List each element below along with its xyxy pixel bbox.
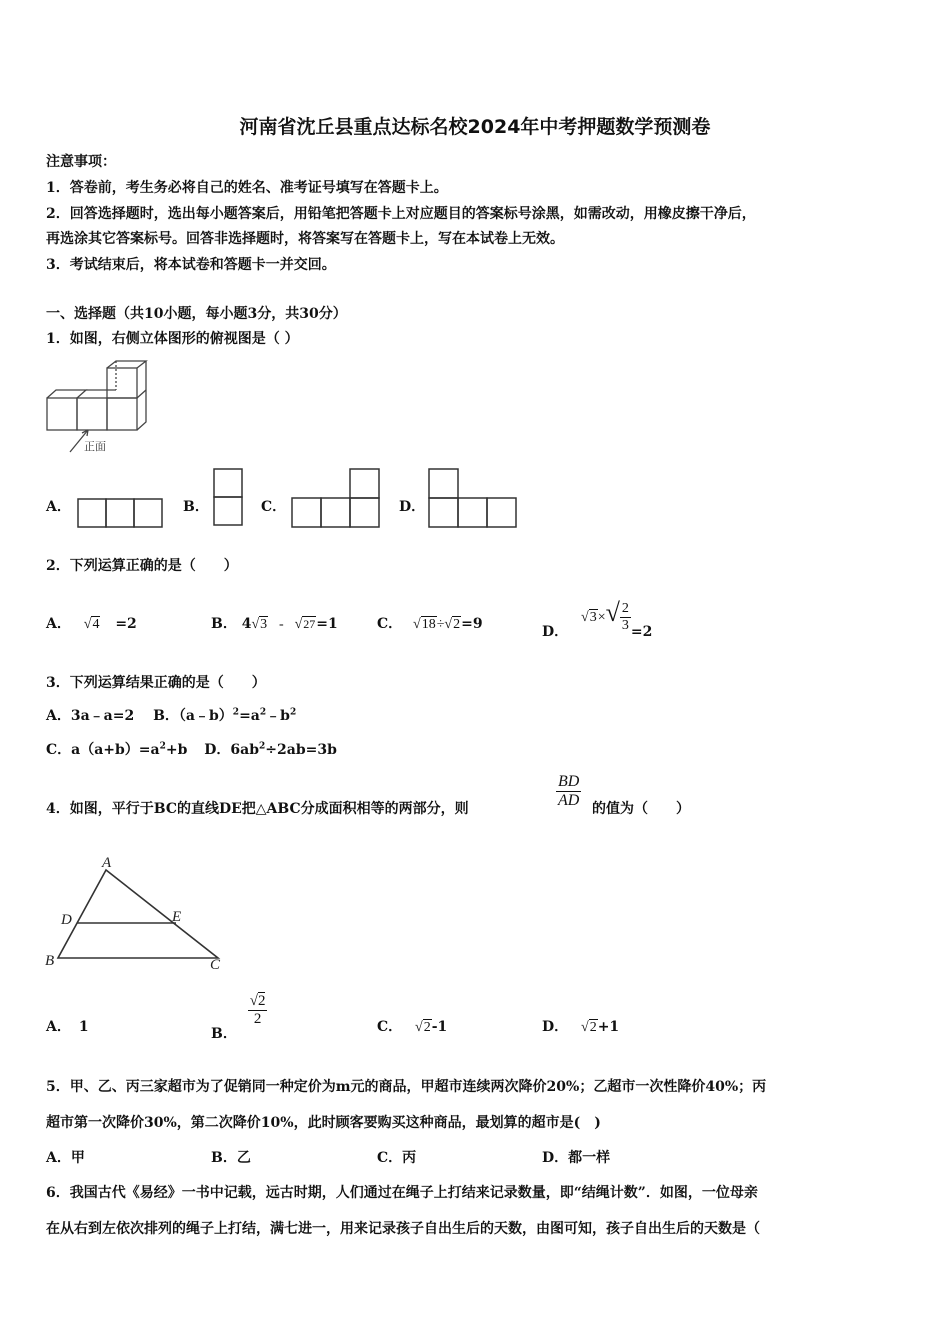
q3-d-sup: 2 [259, 741, 266, 752]
q4-frac-den: AD [558, 792, 580, 809]
q2-b-radicand-2: 27 [303, 617, 316, 631]
q5-option-a: A．甲 [46, 1150, 85, 1166]
q2-stem: 2．下列运算正确的是（ ） [46, 558, 238, 574]
q2-option-a [46, 613, 137, 633]
q2-c-rest: =9 [461, 616, 483, 632]
q1-option-a-figure [77, 498, 167, 530]
q3-b-sup-1: 2 [232, 707, 240, 718]
q1-option-b-label: B． [183, 499, 209, 515]
q1-stem: 1．如图，右侧立体图形的俯视图是（ ） [46, 331, 299, 347]
q4-stem-a: 4．如图，平行于BC的直线DE把△ABC分成面积相等的两部分，则 [46, 801, 469, 817]
front-label: 正面 [84, 440, 106, 453]
q2-b-rest: =1 [316, 616, 338, 632]
notice-line-2b: 再选涂其它答案标号。回答非选择题时，将答案写在答题卡上，写在本试卷上无效。 [46, 231, 564, 247]
section-heading: 一、选择题（共10小题，每小题3分，共30分） [46, 306, 347, 322]
q1-option-d-figure [428, 468, 522, 530]
q4-b-num-radicand: 2 [257, 993, 266, 1009]
q5-line-2: 超市第一次降价30%，第二次降价10%，此时顾客要购买这种商品，最划算的超市是( ) [46, 1115, 601, 1131]
q2-d-fraction [620, 601, 631, 634]
q2-a-label: A． [46, 616, 71, 632]
q4-stem-fraction [556, 773, 581, 810]
q4-d-sqrt: √2 [581, 1020, 597, 1035]
q4-option-d [542, 1016, 619, 1036]
q3-stem: 3．下列运算结果正确的是（ ） [46, 675, 266, 691]
q4-option-c [377, 1016, 447, 1036]
q1-solid-figure [44, 360, 164, 460]
q2-c-label: C． [377, 616, 403, 632]
q2-c-sqrt-2: √2 [444, 617, 461, 632]
q4-fraction [556, 773, 581, 810]
q4-c-label: C． [377, 1019, 403, 1035]
q2-d-rest: =2 [630, 624, 653, 640]
notice-line-3: 3．考试结束后，将本试卷和答题卡一并交回。 [46, 257, 336, 273]
q4-c-sqrt: √2 [415, 1020, 431, 1035]
q3-option-d: D．6ab [204, 742, 260, 758]
q3-option-b: B．（a﹣b） [153, 708, 233, 724]
q2-d-times: × [597, 610, 606, 625]
label-a: A [102, 855, 112, 871]
label-d: D [61, 912, 72, 928]
q1-option-c-label: C． [261, 499, 287, 515]
q2-d-radicand-1: 3 [589, 610, 597, 625]
q2-d-sqrt-2: √ [605, 598, 620, 627]
q2-b-coef: 4 [241, 616, 252, 632]
q2-b-radicand-1: 3 [260, 617, 268, 632]
q2-b-label: B． [211, 616, 237, 632]
page-title: 河南省沈丘县重点达标名校2024年中考押题数学预测卷 [239, 116, 711, 138]
q2-c-radicand-1: 18 [421, 617, 436, 632]
q2-b-minus: - [279, 617, 284, 632]
q2-a-sqrt: √4 [83, 617, 100, 632]
q2-d-den: 3 [621, 617, 629, 633]
notice-line-2a: 2．回答选择题时，选出每小题答案后，用铅笔把答题卡上对应题目的答案标号涂黑，如需改动，用橡皮擦干净后， [46, 206, 756, 222]
notice-line-1: 1．答卷前，考生务必将自己的姓名、准考证号填写在答题卡上。 [46, 180, 448, 196]
q4-stem-b: 的值为（ ） [592, 801, 690, 817]
q2-c-radicand-2: 2 [453, 617, 461, 632]
q3-b-part-3: ﹣b [266, 708, 290, 724]
label-e: E [172, 909, 182, 925]
q4-a-label: A． [46, 1019, 71, 1035]
q3-option-c: C．a（a+b）=a [46, 742, 160, 758]
q5-option-b: B．乙 [211, 1150, 251, 1166]
q3-c-part-2: +b [165, 742, 188, 758]
q3-option-a: A．3a﹣a=2 [46, 708, 135, 724]
q3-line-1 [46, 705, 296, 725]
q2-c-sqrt-1: √18 [413, 617, 436, 632]
q1-option-c-figure [291, 468, 383, 530]
label-b: B [45, 953, 55, 969]
q4-option-b [211, 993, 267, 1042]
q1-option-b-figure [213, 468, 245, 530]
q2-c-div: ÷ [436, 617, 445, 632]
q4-d-rest: +1 [597, 1019, 620, 1035]
q4-option-a [46, 1016, 89, 1036]
q4-c-rest: -1 [431, 1019, 448, 1035]
notice-heading: 注意事项： [46, 154, 116, 170]
q6-line-2: 在从右到左依次排列的绳子上打结，满七进一，用来记录孩子自出生后的天数，由图可知，孩子自出生后的天数是（ [46, 1221, 760, 1237]
q3-d-part-2: ÷2ab=3b [265, 742, 337, 758]
q3-b-part-2: =a [239, 708, 260, 724]
q5-option-c: C．丙 [377, 1150, 417, 1166]
q2-a-rest: =2 [115, 616, 137, 632]
q4-b-fraction [248, 993, 268, 1028]
q2-a-radicand: 4 [92, 617, 100, 632]
q2-d-num: 2 [621, 600, 629, 616]
q5-line-1: 5．甲、乙、丙三家超市为了促销同一种定价为m元的商品，甲超市连续两次降价20%；乙超市一次性降价40%；丙 [46, 1079, 767, 1095]
q4-c-radicand: 2 [423, 1020, 431, 1035]
q4-b-num: √2 [249, 993, 266, 1009]
q2-b-sqrt-2: √27 [294, 617, 316, 632]
q4-a-value: 1 [78, 1019, 89, 1035]
q3-b-sup-2: 2 [259, 707, 267, 718]
q2-d-label: D． [542, 624, 569, 640]
label-c: C [210, 957, 221, 973]
q4-b-den: 2 [253, 1011, 262, 1027]
q2-option-c [377, 613, 483, 633]
q4-d-radicand: 2 [589, 1020, 597, 1035]
q2-d-sqrt-1: √3 [581, 610, 597, 625]
q5-option-d: D．都一样 [542, 1150, 611, 1166]
q1-option-a-label: A． [46, 499, 71, 515]
q2-option-d [542, 598, 653, 640]
q3-line-2 [46, 739, 337, 759]
q3-b-sup-3: 2 [289, 707, 297, 718]
q4-triangle-figure [44, 855, 234, 975]
q2-b-sqrt-1: √3 [251, 617, 268, 632]
q4-b-label: B． [211, 1025, 237, 1042]
q1-option-d-label: D． [399, 499, 426, 515]
q4-d-label: D． [542, 1019, 569, 1035]
q3-c-sup: 2 [159, 741, 166, 752]
q6-line-1: 6．我国古代《易经》一书中记载，远古时期，人们通过在绳子上打结来记录数量，即“结绳计数”．如图，一位母亲 [46, 1185, 758, 1201]
q2-option-b [211, 613, 338, 633]
q4-frac-num: BD [558, 773, 580, 790]
